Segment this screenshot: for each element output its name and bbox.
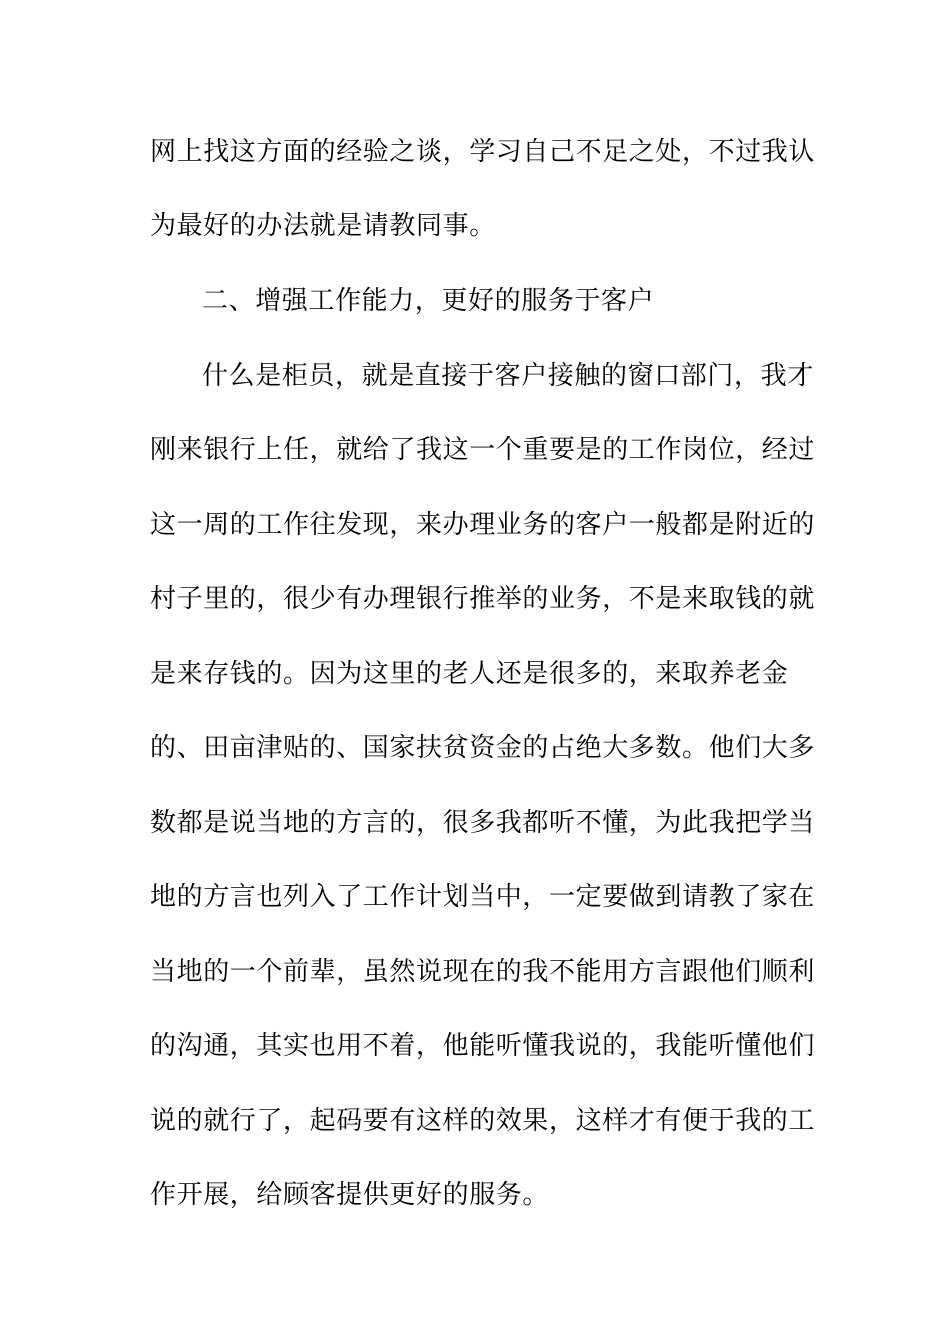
text-line-14: 说的就行了，起码要有这样的效果，这样才有便于我的工 [150,1106,816,1136]
text-line-15: 作开展，给顾客提供更好的服务。 [150,1180,550,1210]
text-line-8: 是来存钱的。因为这里的老人还是很多的，来取养老金 [150,659,789,689]
text-line-6: 这一周的工作往发现，来办理业务的客户一般都是附近的 [150,510,816,540]
text-line-2: 为最好的办法就是请教同事。 [150,211,496,241]
text-line-7: 村子里的，很少有办理银行推举的业务，不是来取钱的就 [150,584,816,614]
section-heading: 二、增强工作能力，更好的服务于客户 [202,286,655,316]
text-line-9: 的、田亩津贴的、国家扶贫资金的占绝大多数。他们大多 [150,733,816,763]
text-line-1: 网上找这方面的经验之谈，学习自己不足之处，不过我认 [150,137,816,167]
text-line-5: 刚来银行上任，就给了我这一个重要是的工作岗位，经过 [150,435,816,465]
text-line-12: 当地的一个前辈，虽然说现在的我不能用方言跟他们顺利 [150,957,816,987]
text-line-4: 什么是柜员，就是直接于客户接触的窗口部门，我才 [202,361,814,391]
text-line-11: 地的方言也列入了工作计划当中，一定要做到请教了家在 [150,882,816,912]
text-line-13: 的沟通，其实也用不着，他能听懂我说的，我能听懂他们 [150,1031,816,1061]
text-line-10: 数都是说当地的方言的，很多我都听不懂，为此我把学当 [150,808,816,838]
